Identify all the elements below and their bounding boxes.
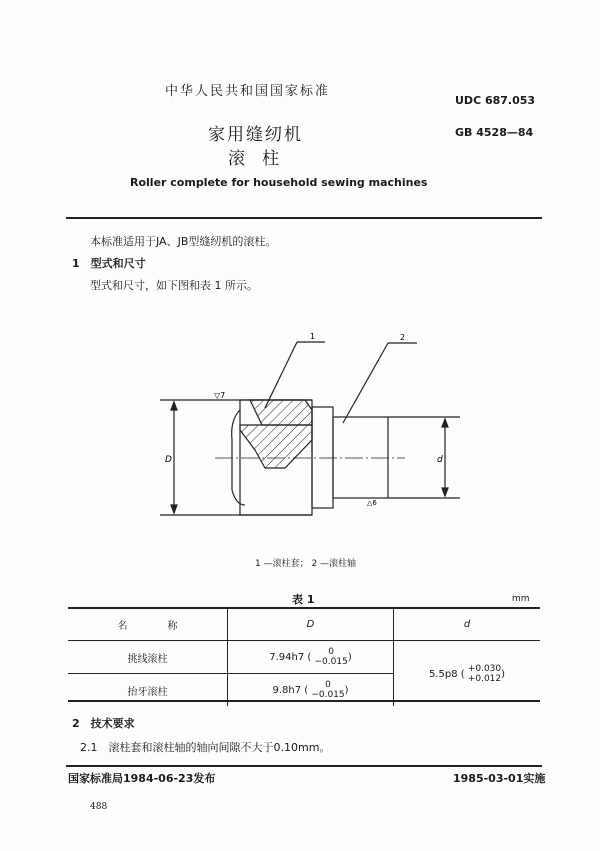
figure-caption: 1 —滚柱套； 2 —滚柱轴	[255, 559, 357, 569]
issue-date: 国家标准局1984-06-23发布	[68, 772, 216, 785]
row-name: 挑线滚柱	[68, 641, 228, 674]
header-d: d	[394, 608, 541, 641]
footer-rule	[66, 765, 542, 767]
roughness-top: ▽7	[214, 391, 226, 400]
header-name: 名 称	[68, 608, 228, 641]
D-lower: −0.015	[311, 690, 345, 700]
header-D: D	[228, 608, 394, 641]
D-value: 9.8h7	[272, 685, 302, 696]
d-value: 5.5p8	[428, 668, 458, 680]
D-upper: 0	[328, 647, 335, 657]
callout-2: 2	[400, 333, 406, 342]
row-name: 抬牙滚柱	[68, 674, 228, 707]
table-title: 表 1	[292, 593, 315, 606]
doc-subtitle: 滚 柱	[228, 149, 279, 169]
D-lower: −0.015	[314, 657, 348, 667]
section-1-heading: 1 型式和尺寸	[72, 257, 146, 270]
d-value-cell: 5.5p8 ( +0.030 +0.012)	[394, 641, 541, 707]
effective-date: 1985-03-01实施	[453, 772, 546, 785]
page-number: 488	[90, 802, 108, 812]
callout-1: 1	[310, 332, 316, 341]
D-value: 7.94h7	[269, 652, 305, 663]
row-D: 7.94h7 ( 0 −0.015)	[228, 641, 394, 674]
section-1-text: 型式和尺寸，如下图和表 1 所示。	[90, 279, 258, 292]
roughness-bottom: △6	[367, 499, 377, 507]
gb-code: GB 4528—84	[455, 126, 534, 139]
D-upper: 0	[325, 680, 331, 690]
english-title: Roller complete for household sewing machines	[130, 176, 428, 189]
table-row	[68, 641, 540, 674]
table-bottom-rule	[68, 700, 540, 702]
row-D: 9.8h7 ( 0 −0.015)	[228, 674, 394, 707]
doc-title: 家用缝纫机	[208, 125, 303, 145]
issuing-org: 中华人民共和国国家标准	[165, 84, 331, 99]
d-lower: +0.012	[467, 673, 502, 684]
dimensions-table	[68, 608, 540, 706]
dimension-d: d	[437, 455, 443, 465]
section-2-1-text: 2.1 滚柱套和滚柱轴的轴向间隙不大于0.10mm。	[80, 741, 331, 754]
udc-code: UDC 687.053	[455, 94, 536, 107]
section-2-heading: 2 技术要求	[72, 717, 135, 730]
dimension-D: D	[165, 455, 172, 465]
intro-text: 本标准适用于JA、JB型缝纫机的滚柱。	[90, 235, 277, 248]
d-upper: +0.030	[467, 663, 502, 674]
table-unit: mm	[512, 594, 530, 604]
